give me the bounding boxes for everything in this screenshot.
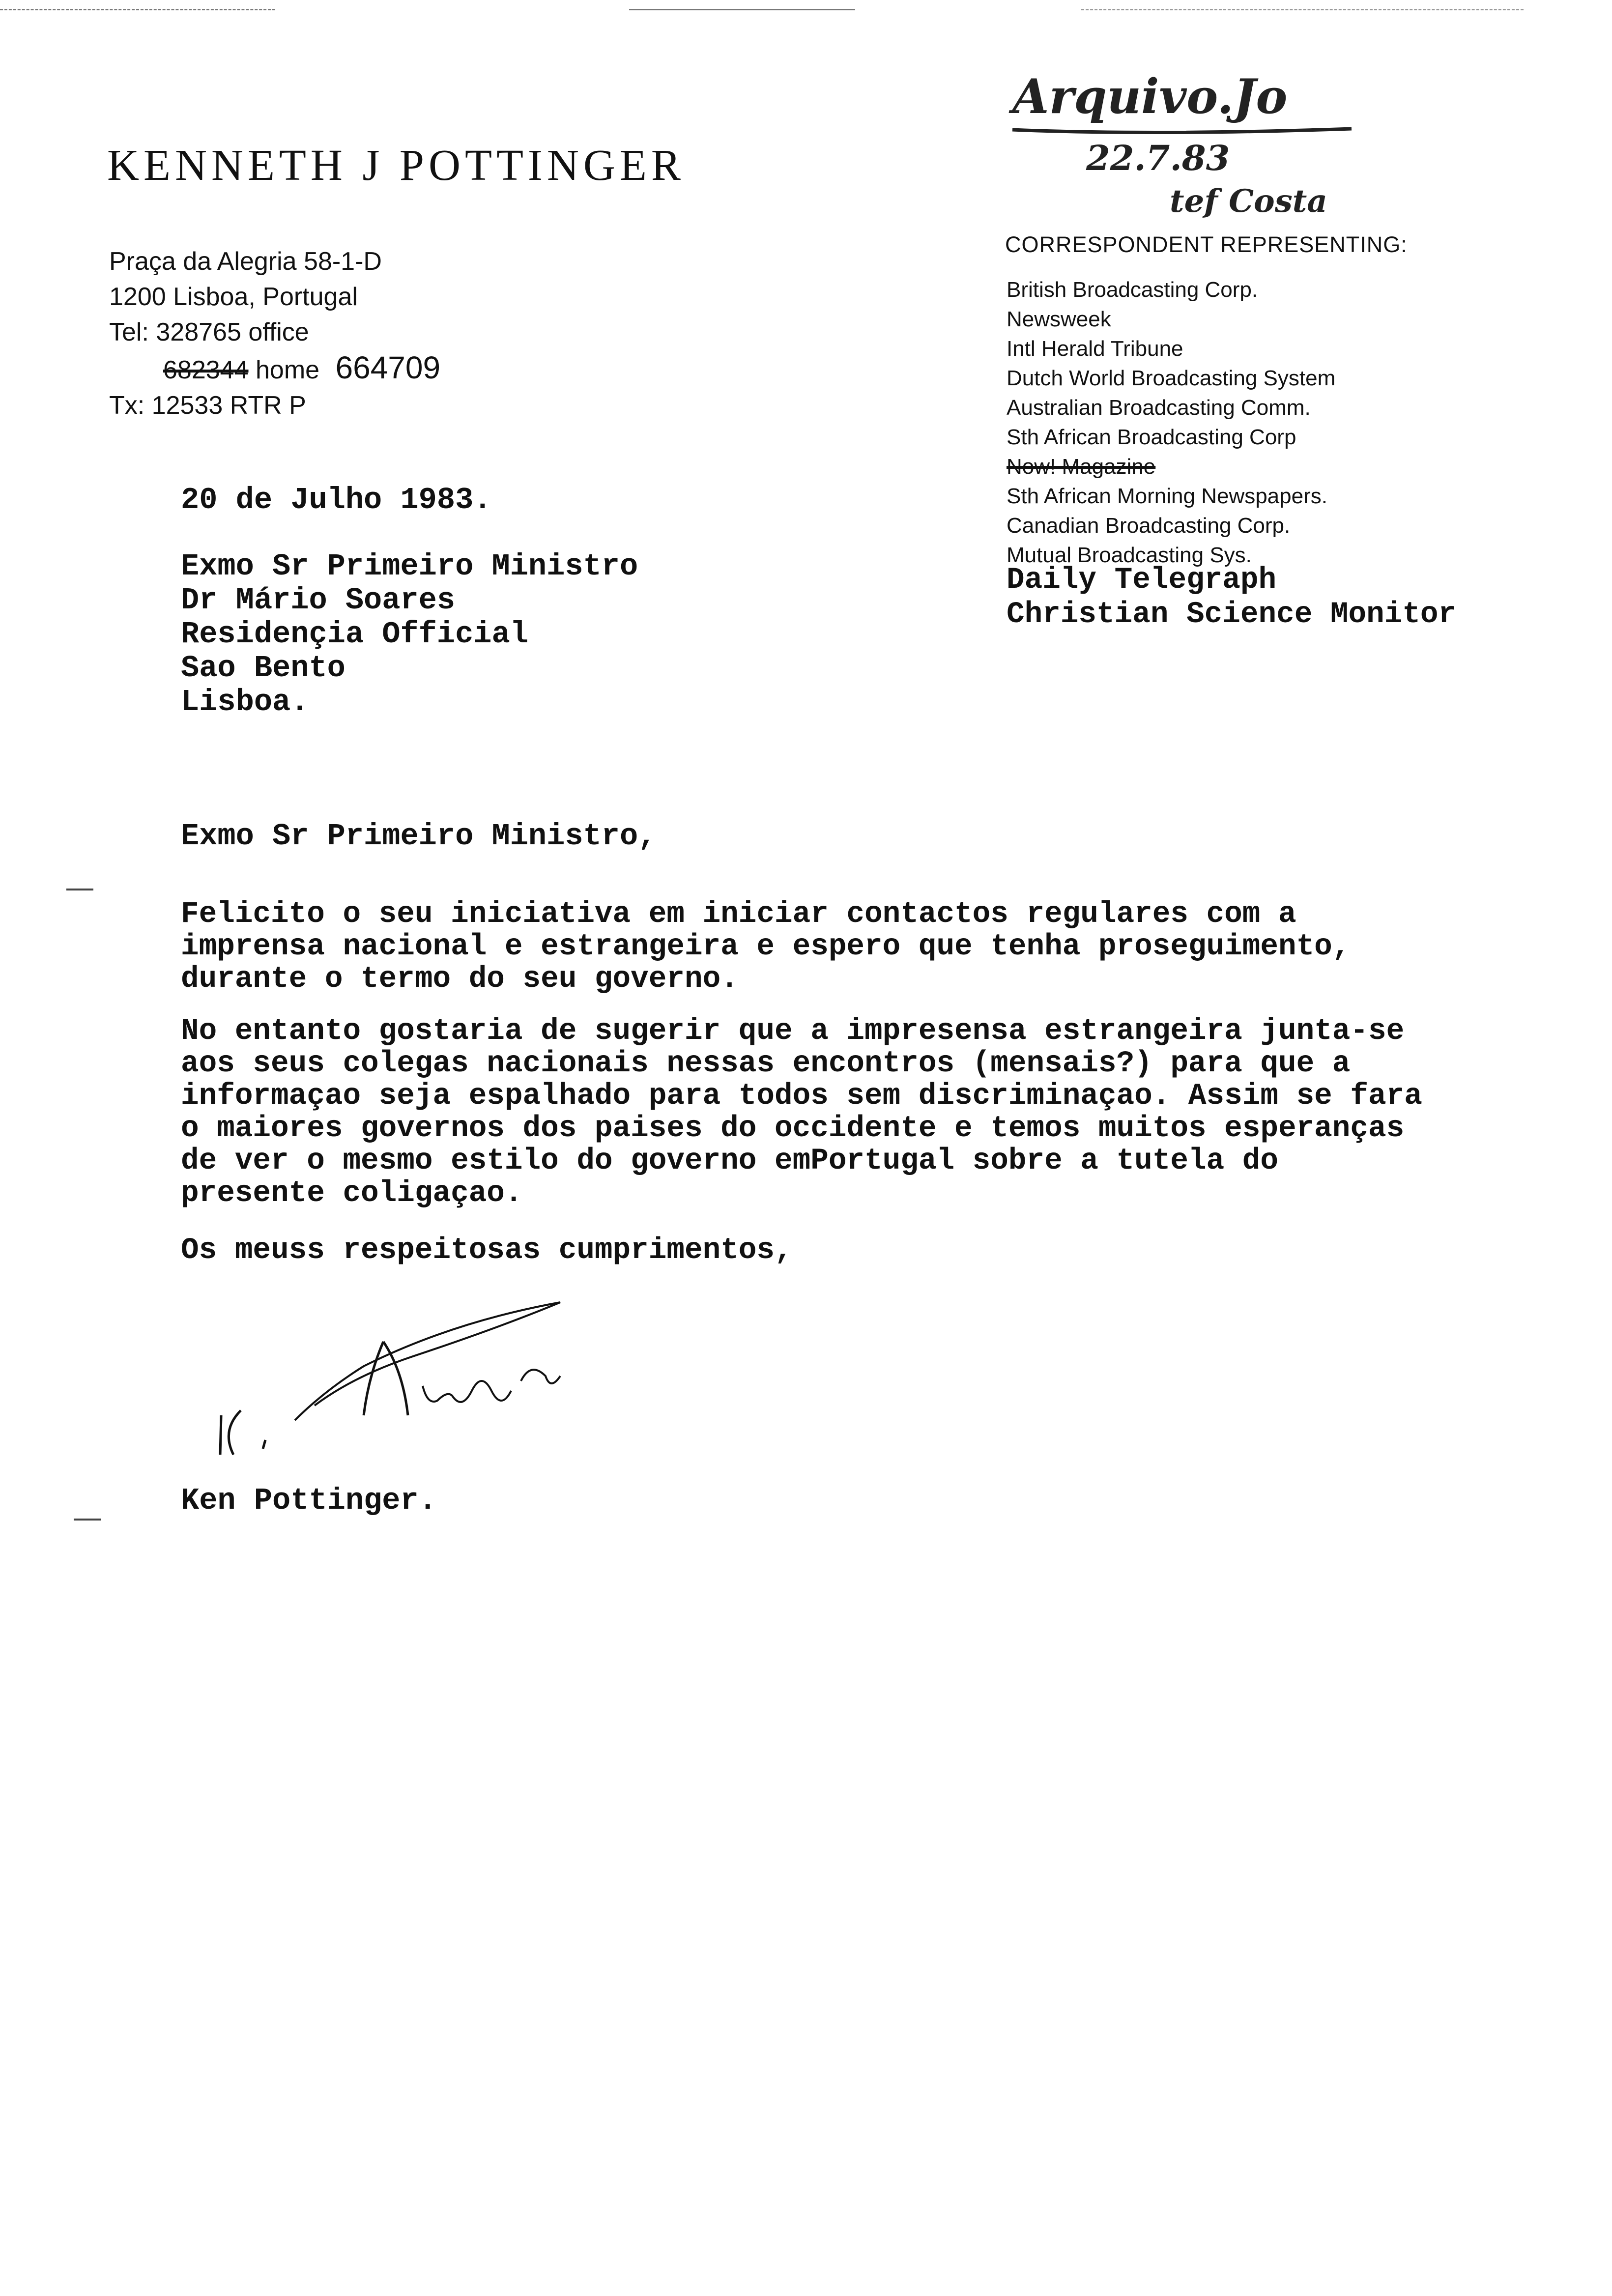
outlet-item: British Broadcasting Corp. xyxy=(1007,278,1258,302)
home-new-number: 664709 xyxy=(335,350,441,385)
letter-date: 20 de Julho 1983. xyxy=(181,483,492,517)
paragraph-2 xyxy=(181,1015,1596,1210)
home-old-number: 682344 xyxy=(163,356,249,384)
outlets-list xyxy=(1007,275,1335,570)
note-archive: Arquivo.Jo xyxy=(1012,69,1288,124)
margin-tick xyxy=(74,1519,101,1521)
note-underline xyxy=(1008,123,1361,138)
recipient-line: Exmo Sr Primeiro Ministro xyxy=(181,549,638,584)
outlets-typed-additions xyxy=(1007,563,1456,632)
recipient-line: Residençia Official xyxy=(181,617,528,652)
signature-name: Ken Pottinger. xyxy=(181,1483,437,1518)
office-phone: Tel: 328765 office xyxy=(109,318,309,346)
outlet-item: Intl Herald Tribune xyxy=(1007,337,1183,361)
outlet-typed-item: Daily Telegraph xyxy=(1007,563,1277,597)
paragraph-line: aos seus colegas nacionais nessas encontros (mensais?) para que a xyxy=(181,1047,1351,1081)
outlet-item: Mutual Broadcasting Sys. xyxy=(1007,543,1252,567)
signature-scribble xyxy=(206,1292,580,1460)
paragraph-line: durante o termo do seu governo. xyxy=(181,962,739,996)
outlet-item: Sth African Broadcasting Corp xyxy=(1007,425,1296,449)
letterhead-name: KENNETH J POTTINGER xyxy=(107,141,685,190)
recipient-line: Lisboa. xyxy=(181,685,309,719)
paragraph-line: o maiores governos dos paises do occidente e temos muitos esperanças xyxy=(181,1112,1405,1146)
paragraph-1 xyxy=(181,898,1596,996)
recipient-block xyxy=(181,549,638,719)
paragraph-line: imprensa nacional e estrangeira e espero que tenha proseguimento, xyxy=(181,930,1351,964)
note-initials: tef Costa xyxy=(1170,183,1327,220)
address-line: Praça da Alegria 58-1-D xyxy=(109,247,382,276)
salutation: Exmo Sr Primeiro Ministro, xyxy=(181,819,657,854)
scan-edge-mark xyxy=(629,9,855,10)
recipient-line: Dr Mário Soares xyxy=(181,583,456,618)
struck-outlet: Now! Magazine xyxy=(1007,455,1156,479)
margin-tick xyxy=(66,889,93,890)
sender-address xyxy=(109,244,440,423)
correspondent-heading: CORRESPONDENT REPRESENTING: xyxy=(1005,232,1408,257)
paragraph-line: Felicito o seu iniciativa em iniciar contactos regulares com a xyxy=(181,897,1296,931)
paragraph-line: presente coligaçao. xyxy=(181,1177,523,1210)
outlet-item: Australian Broadcasting Comm. xyxy=(1007,396,1311,420)
recipient-line: Sao Bento xyxy=(181,651,345,686)
outlet-item: Dutch World Broadcasting System xyxy=(1007,366,1336,390)
home-label: home xyxy=(255,356,320,384)
outlet-item: Canadian Broadcasting Corp. xyxy=(1007,514,1291,538)
paragraph-line: No entanto gostaria de sugerir que a impresensa estrangeira junta-se xyxy=(181,1014,1405,1048)
paragraph-line: de ver o mesmo estilo do governo emPortugal sobre a tutela do xyxy=(181,1144,1278,1178)
home-phone-line xyxy=(109,350,440,388)
paragraph-line: informaçao seja espalhado para todos sem discriminaçao. Assim se fara xyxy=(181,1079,1422,1113)
telex-number: Tx: 12533 RTR P xyxy=(109,391,306,420)
scan-edge-mark xyxy=(1081,9,1524,10)
outlet-item: Newsweek xyxy=(1007,307,1111,331)
note-date: 22.7.83 xyxy=(1086,138,1230,178)
closing: Os meuss respeitosas cumprimentos, xyxy=(181,1234,793,1267)
address-line: 1200 Lisboa, Portugal xyxy=(109,283,358,311)
outlet-item: Sth African Morning Newspapers. xyxy=(1007,484,1327,508)
scan-edge-mark xyxy=(0,9,275,10)
outlet-typed-item: Christian Science Monitor xyxy=(1007,598,1457,631)
